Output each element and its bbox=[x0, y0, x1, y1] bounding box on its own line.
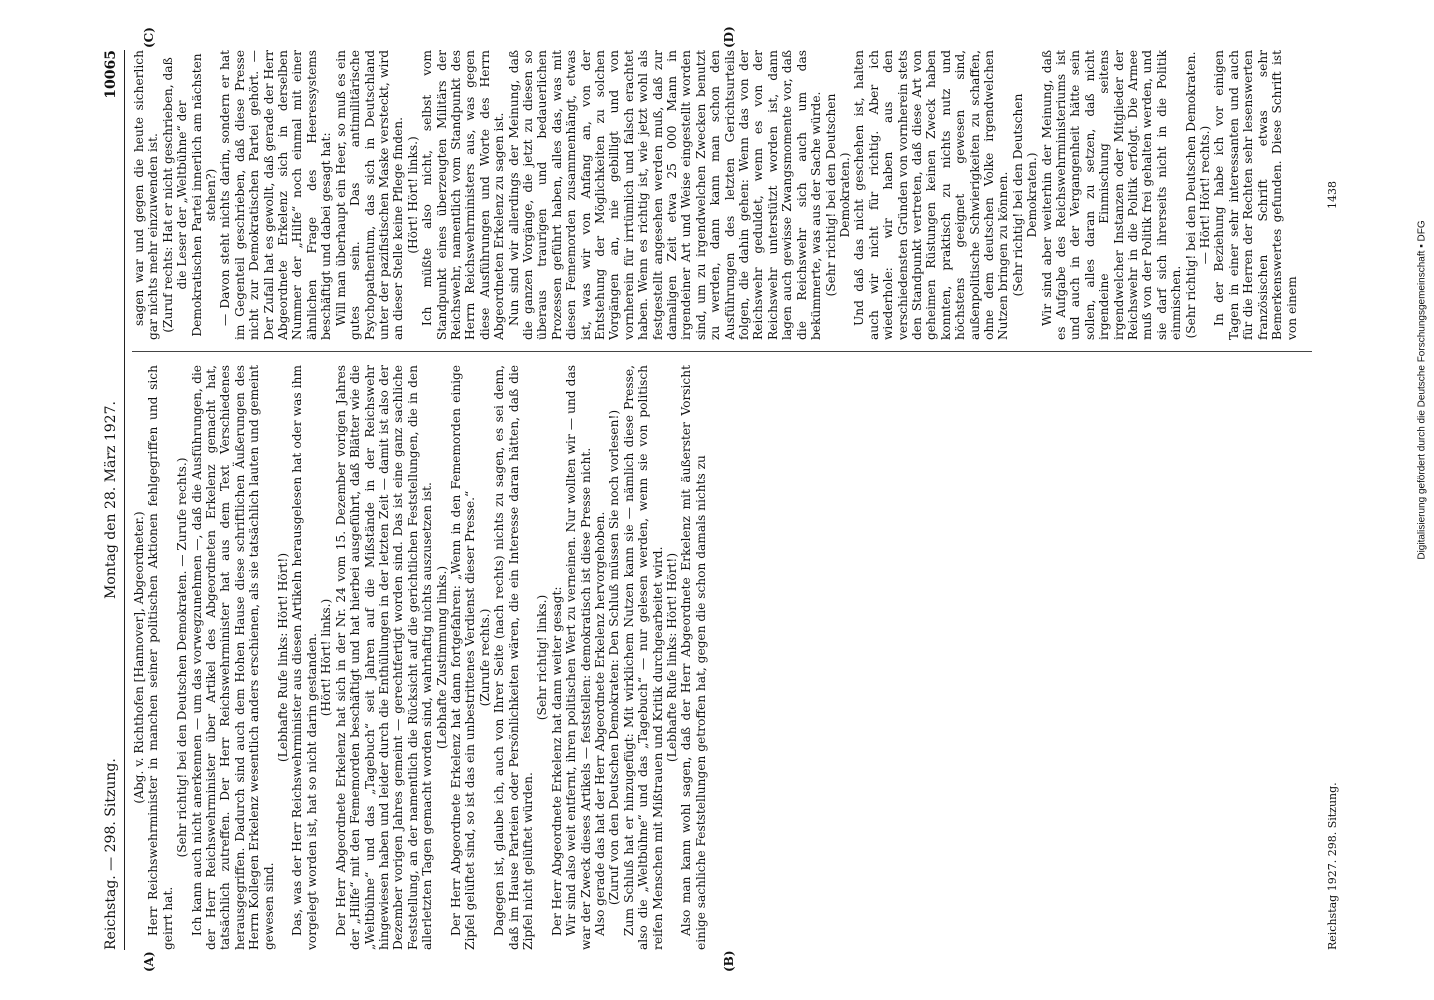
header-session: Reichstag. — 298. Sitzung. bbox=[103, 758, 119, 950]
paragraph: Also man kann wohl sagen, daß der Herr Abgeordnete Erkelenz mit äußerster Vorsicht einige sachliche Feststellungen getroffen hat, gegen die schon damals nichts zu bbox=[679, 365, 708, 950]
paragraph: (Lebhafte Zustimmung links.) bbox=[434, 565, 449, 750]
paragraph: (Lebhafte Rufe links: Hört! Hört!) bbox=[276, 552, 291, 763]
column-left bbox=[132, 365, 1317, 950]
margin-marker-c: (C) bbox=[142, 27, 156, 48]
paragraph: sagen war und gegen die heute sicherlich gar nichts mehr einzuwenden ist. bbox=[132, 50, 161, 340]
paragraph: (Zuruf rechts: Hat er nicht geschrieben, daß die Leser der „Weltbühne“ der Demokratischen Partei innerlich am nächsten stehen?) bbox=[160, 53, 219, 337]
paragraph: Herr Reichswehrminister in manchen seiner politischen Aktionen fehlgegriffen und sich geirrt hat. bbox=[146, 365, 175, 950]
footer-signature: 1438 bbox=[1325, 181, 1339, 209]
paragraph: Also gerade das hat der Herr Abgeordnete Erkelenz hervorgehoben. bbox=[593, 511, 607, 936]
paragraph: Nun sind wir allerdings der Meinung, daß die ganzen Vorgänge, die jetzt zu diesen so überaus traurigen und bedauerlichen Prozessen geführt haben, alles das, was mit diesen Fememorden zusammenhängt, etwas ist, was wir von Anfang an, von der Entstehung der Möglichkeiten zu solchen Vorgängen an, nie gebilligt und von vornherein für irrtümlich und falsch erachtet haben. Wenn es richtig ist, wie jetzt wohl als festgestellt angesehen werden muß, daß zur damaligen Zeit etwa 25 000 Mann in irgendeiner Art und Weise eingestellt worden sind, um zu irgendwelchen Zwecken benutzt zu werden, dann kann man schon den Ausführungen des letzten Gerichtsurteils folgen, die dahin gehen: Wenn das von der Reichswehr geduldet, wenn es von der Reichswehr unterstützt worden ist, dann lagen auch gewisse Zwangsmomente vor, daß die Reichswehr sich auch um das bekümmerte, was aus der Sache würde. bbox=[506, 50, 824, 340]
paragraph: Will man überhaupt ein Heer, so muß es ein gutes sein. Das antimilitärische Psychopathentum, das sich in Deutschland unter der pazifistischen Maske versteckt, wird an dieser Stelle keine Pflege finden. bbox=[333, 50, 406, 340]
paragraph: Dagegen ist, glaube ich, auch von Ihrer Seite (nach rechts) nichts zu sagen, es sei denn, daß im Hause Parteien oder Persönlichkeiten wären, die ein Interesse daran hätten, daß die Zipfel nicht gelüftet würden. bbox=[492, 365, 535, 950]
document-page bbox=[102, 26, 1342, 972]
paragraph: Das, was der Herr Reichswehrminister aus diesen Artikeln herausgelesen hat oder was ihm vorgelegt worden ist, hat so nicht darin gestanden. bbox=[290, 365, 319, 950]
paragraph: Zum Schluß hat er hinzugefügt: Mit wirklichem Nutzen kann sie — nämlich diese Presse, also die „Weltbühne“ und das „Tagebuch“ — nur gelesen werden, wenn sie von politisch reifen Menschen mit Mißtrauen und Kritik durchgearbeitet wird. bbox=[621, 365, 665, 950]
paragraph: (Sehr richtig! bei den Deutschen Demokraten.) bbox=[823, 93, 852, 297]
header-date: Montag den 28. März 1927. bbox=[103, 401, 119, 599]
paragraph: Ich kann auch nicht anerkennen — um das vorwegzunehmen —, daß die Ausführungen, die der Herr Reichswehrminister über Artikel des Abgeordneten Erkelenz gemacht hat, tatsächlich zutreffen. Der Herr Reichswehrminister hat aus dem Text Verschiedenes herausgegriffen. Dadurch sind auch dem Hohen Hause diese schriftlichen Äußerungen des Herrn Kollegen Erkelenz wesentlich anders erschienen, als sie tatsächlich lauten und gemeint gewesen sind. bbox=[189, 365, 276, 950]
paragraph: In der Beziehung habe ich vor einigen Tagen in einer sehr interessanten und auch für die Herren der Rechten sehr lesenswerten französischen Schrift etwas sehr Bemerkenswertes gefunden. Diese Schrift ist von einem bbox=[1212, 50, 1299, 340]
page-header bbox=[102, 50, 125, 950]
paragraph: (Lebhafte Rufe links: Hört! Hört!) bbox=[665, 552, 680, 763]
column-left-text bbox=[132, 365, 708, 950]
paragraph: (Hört! Hört! links.) bbox=[405, 136, 420, 254]
paragraph: Wir sind also weit entfernt, ihren politischen Wert zu verneinen. Nur wollten wir — und das war der Zweck dieses Artikels — feststellen: demokratisch ist diese Presse nicht. bbox=[564, 365, 593, 950]
column-right bbox=[132, 50, 1317, 340]
paragraph: (Sehr richtig! bei den Deutschen Demokraten. — Zurufe rechts.) bbox=[175, 457, 190, 858]
digitization-note bbox=[1414, 10, 1430, 770]
footer-session: Reichstag 1927. 298. Sitzung. bbox=[1325, 782, 1339, 950]
paragraph: — Davon steht nichts darin, sondern er hat im Gegenteil geschrieben, daß diese Presse nicht zur Demokratischen Partei gehört. — Der Zufall hat es gewollt, daß gerade der Herr Abgeordnete Erkelenz sich in derselben Nummer der „Hilfe“ noch einmal mit einer ähnlichen Frage des Heeressystems beschäftigt und dabei gesagt hat: bbox=[218, 50, 334, 340]
paragraph: (Zuruf von den Deutschen Demokraten: Den Schluß müssen Sie noch vorlesen!) bbox=[607, 409, 622, 906]
paragraph: Der Herr Abgeordnete Erkelenz hat dann weiter gesagt: bbox=[549, 586, 564, 936]
margin-marker-a: (A) bbox=[142, 951, 156, 972]
paragraph: Ich müßte also nicht, selbst vom Standpunkt eines überzeugten Militärs der Reichswehr, namentlich vom Standpunkt des Herrn Reichswehrministers aus, was gegen diese Ausführungen und Worte des Herrn Abgeordneten Erkelenz zu sagen ist. bbox=[420, 50, 507, 340]
digitization-note-text: Digitalisierung gefördert durch die Deutsche Forschungsgemeinschaft ▪ DFG bbox=[1416, 220, 1428, 560]
paragraph: Und daß das nicht geschehen ist, halten auch wir nicht für richtig. Aber ich wiederhole: wir haben aus den verschiedensten Gründen von vornherein stets den Standpunkt vertreten, daß diese Art von geheimen Rüstungen keinen Zweck haben konnten, praktisch zu nichts nutz und höchstens geeignet gewesen sind, außenpolitische Schwierigkeiten zu schaffen, ohne dem deutschen Volke irgendwelchen Nutzen bringen zu können. bbox=[852, 50, 1011, 340]
column-right-text bbox=[132, 50, 1299, 340]
paragraph: (Sehr richtig! bei den Deutschen Demokraten. — Hört! Hört! rechts.) bbox=[1183, 51, 1213, 339]
margin-marker-d: (D) bbox=[722, 26, 736, 48]
margin-marker-b: (B) bbox=[722, 950, 736, 972]
paragraph: (Abg. v. Richthofen [Hannover], Abgeordneter.) bbox=[132, 511, 146, 804]
paragraph: (Sehr richtig! links.) bbox=[535, 594, 550, 721]
paragraph: Der Herr Abgeordnete Erkelenz hat sich in der Nr. 24 vom 15. Dezember vorigen Jahres der „Hilfe“ mit den Fememorden beschäftigt und hat hierbei ausgeführt, daß Blätter wie die „Weltbühne“ und das „Tagebuch“ seit Jahren auf die Mißstände in der Reichswehr hingewiesen haben und leider durch die Enthüllungen in der letzten Zeit — damit ist also der Dezember vorigen Jahres gemeint — gerechtfertigt worden sind. Das ist eine ganz sachliche Feststellung, an der namentlich die Rücksicht auf die gerichtlichen Feststellungen, die in den allerletzten Tagen gemacht worden sind, wahrhaftig nichts auszusetzen ist. bbox=[333, 365, 435, 950]
paragraph: Wir sind aber weiterhin der Meinung, daß es Aufgabe des Reichswehrministeriums ist und auch in der Vergangenheit hätte sein sollen, alles daran zu setzen, daß nicht irgendeine Einmischung seitens irgendwelcher Instanzen oder Mitglieder der Reichswehr in die Politik erfolgt. Die Armee muß von der Politik frei gehalten werden, und sie darf sich ihrerseits nicht in die Politik einmischen. bbox=[1039, 50, 1184, 340]
paragraph: Der Herr Abgeordnete Erkelenz hat dann fortgefahren: „Wenn in den Fememorden einige Zipfel gelüftet sind, so ist das ein unbestrittenes Verdienst dieser Presse.“ bbox=[448, 365, 478, 950]
paragraph: (Zurufe rechts.) bbox=[477, 608, 492, 707]
page-number: 10065 bbox=[103, 50, 119, 99]
column-divider bbox=[132, 351, 1312, 352]
paragraph: (Hört! Hört! links.) bbox=[319, 598, 334, 717]
paragraph: (Sehr richtig! bei den Deutschen Demokraten.) bbox=[1010, 93, 1040, 297]
